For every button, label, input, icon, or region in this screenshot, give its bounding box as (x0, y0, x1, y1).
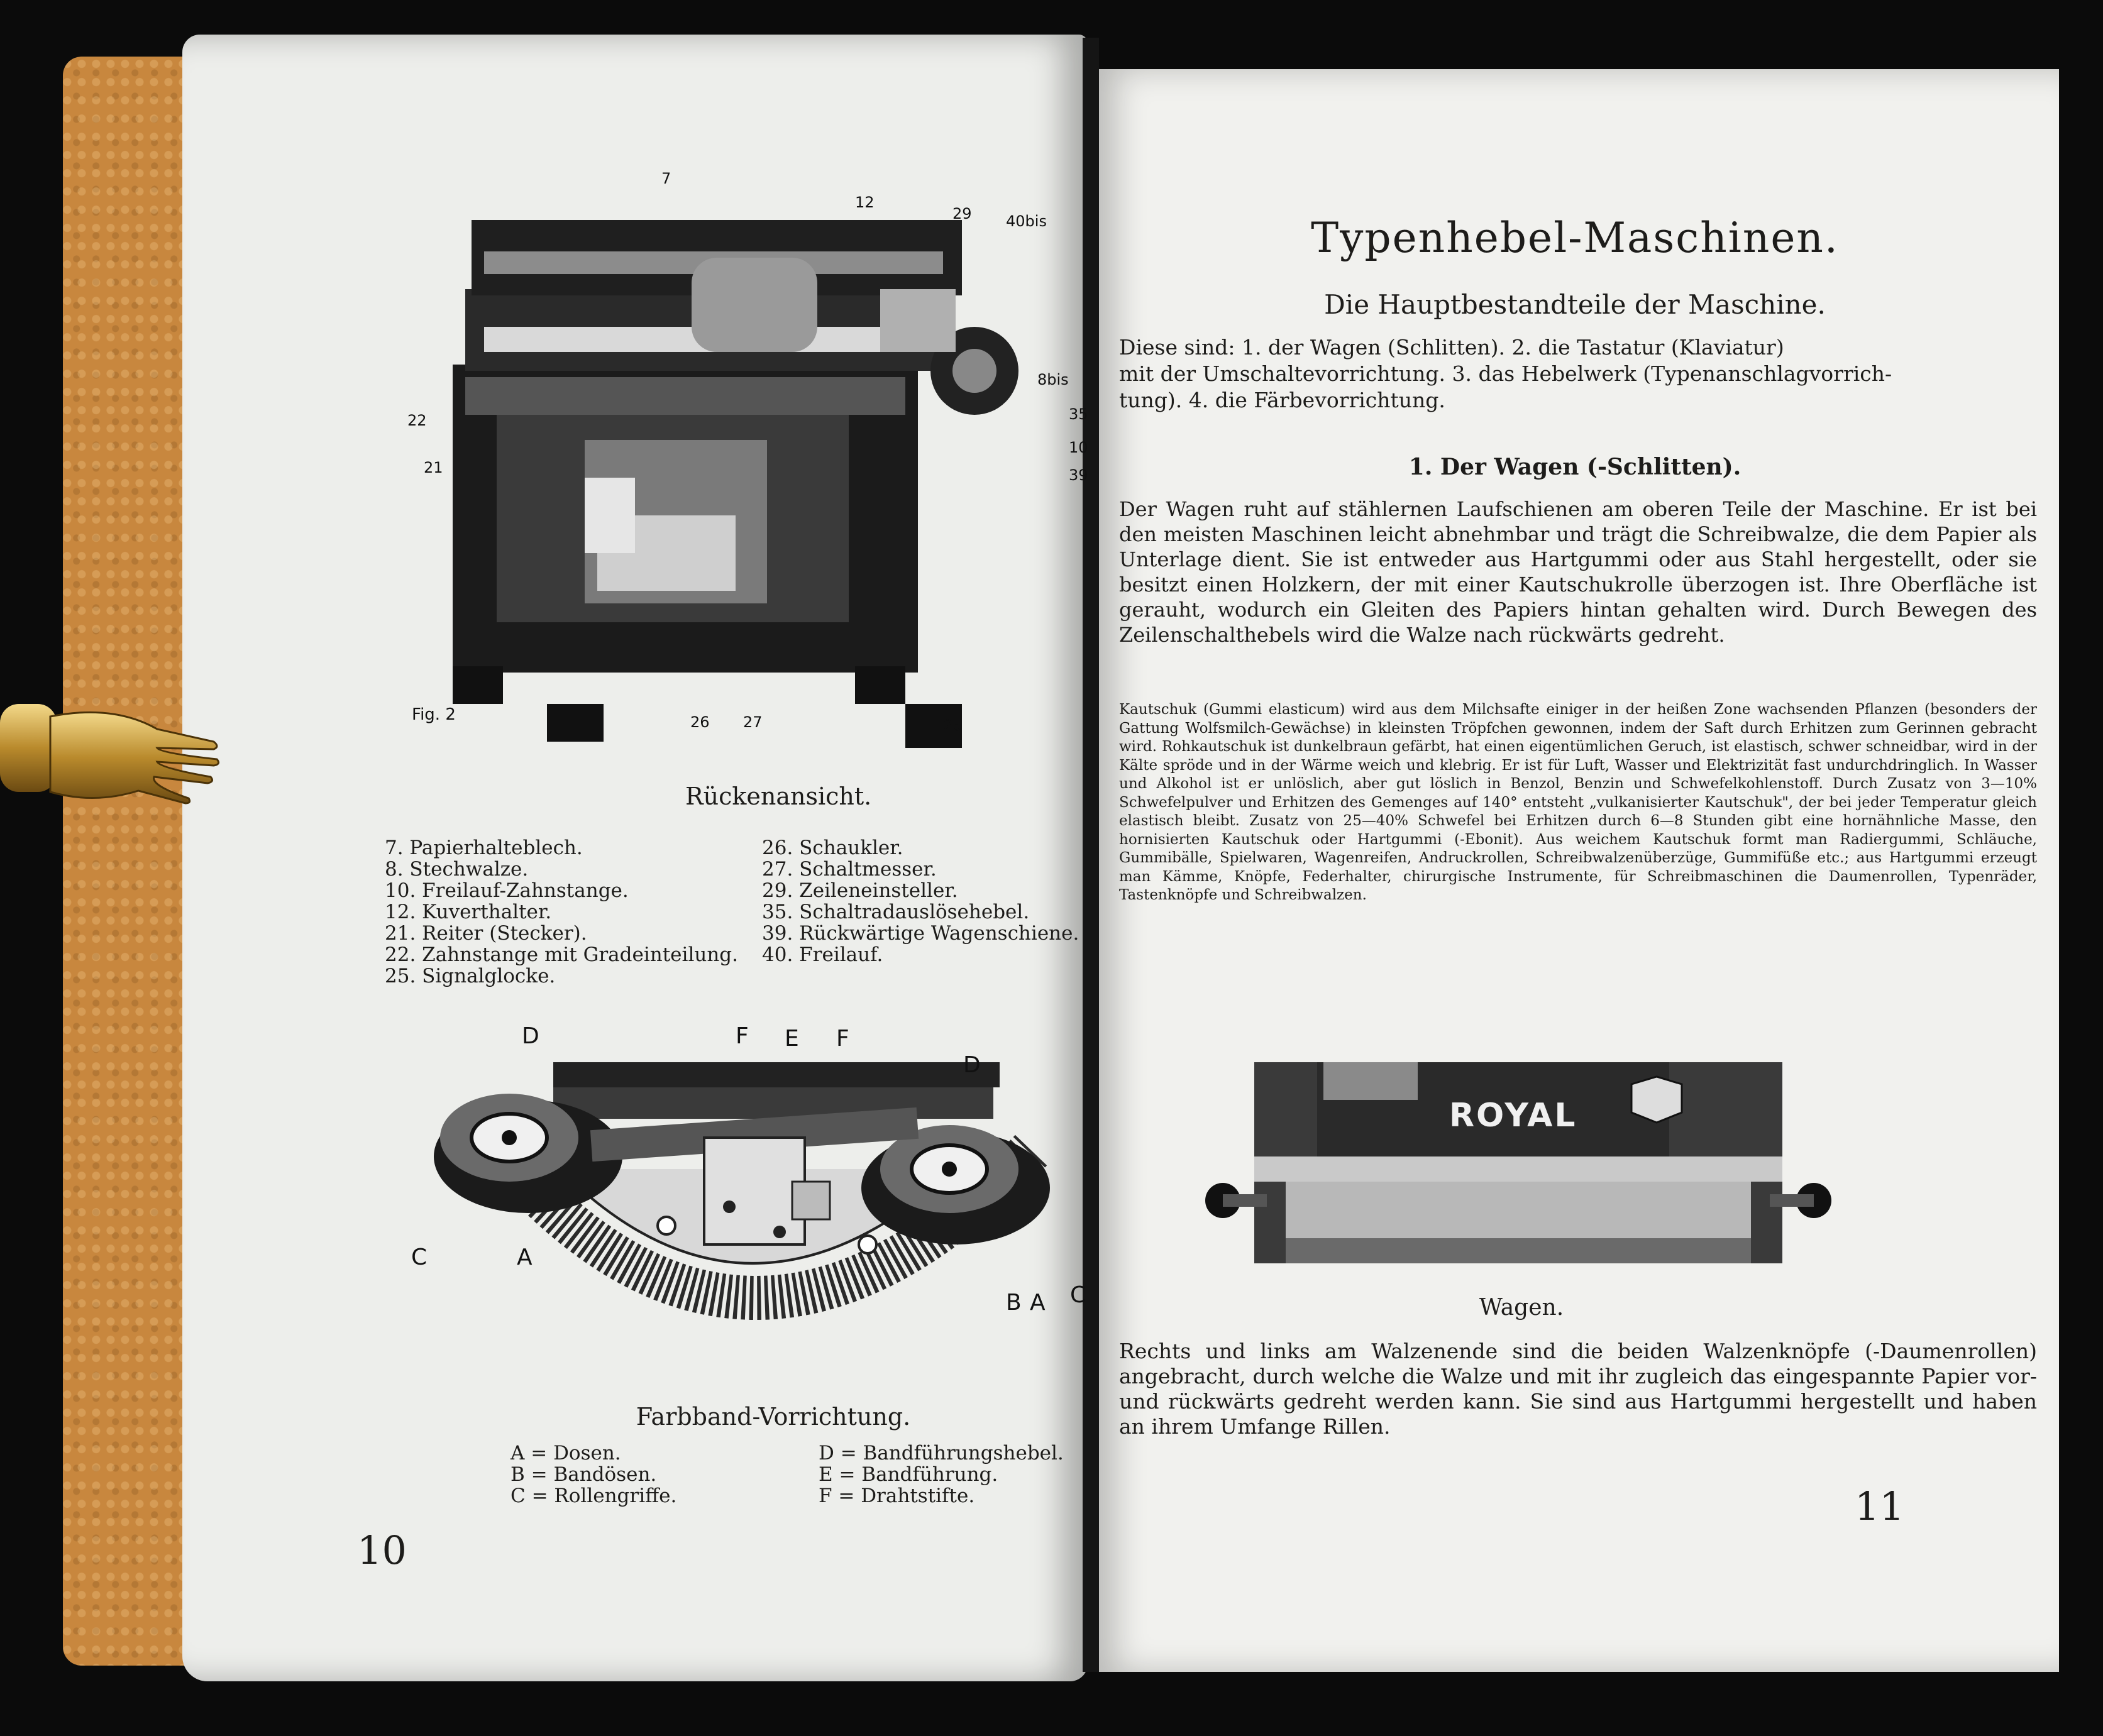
fig2-label: Fig. 2 (412, 705, 456, 724)
ribbon-callout-A-left: A (517, 1244, 533, 1270)
legend-item: 10. Freilauf-Zahnstange. (385, 879, 629, 902)
fig2-callout-7: 7 (661, 170, 671, 187)
ribbon-callout-D-right: D (963, 1052, 981, 1078)
wagen-paragraph: Der Wagen ruht auf stählernen Laufschienen am oberen Teile der Maschine. Er ist bei den meisten Maschinen leicht abnehmbar und trägt die Schreibwalze, die dem Papier als Unterlage dient. Sie ist entweder aus Hartgummi oder aus Stahl hergestellt, oder sie besitzt einen Holzkern, der mit einer Kautschukrolle überzogen ist. Ihre Oberfläche ist gerauht, wodurch ein Gleiten des Papiers hintan gehalten wird. Durch Bewegen des Zeilenschalthebels wird die Walze nach rückwärts gedreht. (1119, 497, 2037, 647)
fig2-callout-39: 39 (1069, 466, 1088, 484)
page-number-left: 10 (357, 1527, 407, 1573)
fig2-callout-21: 21 (424, 459, 443, 476)
ribbon-callout-B: B (1006, 1290, 1022, 1316)
closing-paragraph: Rechts und links am Walzenende sind die beiden Walzenknöpfe (-Daumenrollen) angebracht, durch welche die Walze und mit ihr zugleich das eingespannte Papier vor- und rückwärts gedreht werden kann. Sie sind aus Hartgummi hergestellt und haben an ihrem Umfange Rillen. (1119, 1339, 2037, 1439)
legend-item: 25. Signalglocke. (385, 965, 556, 987)
fig2-legend-left (385, 837, 738, 987)
fig2-callout-40bis: 40bis (1006, 212, 1047, 230)
ribbon-callout-A-right: A (1030, 1290, 1046, 1316)
fig2-callout-29: 29 (952, 205, 972, 222)
fig2-callout-10: 10 (1069, 439, 1088, 456)
fig2-callout-35: 35 (1069, 405, 1088, 423)
legend-item: 27. Schaltmesser. (762, 858, 937, 881)
carriage-photo-brand: ROYAL (1449, 1097, 1577, 1134)
legend-item: 12. Kuverthalter. (385, 901, 552, 923)
ribbon-callout-C-right: C (1070, 1282, 1086, 1308)
typewriter-rear-view-figure (377, 163, 1094, 761)
intro-paragraph (1119, 334, 2037, 414)
section-heading-wagen: 1. Der Wagen (-Schlitten). (1408, 454, 1741, 480)
ribbon-callout-F-left: F (736, 1023, 749, 1049)
fig2-callout-12: 12 (855, 194, 875, 211)
ribbon-callout-E: E (785, 1026, 799, 1052)
legend-item: 22. Zahnstange mit Gradeinteilung. (385, 943, 738, 966)
legend-item: 39. Rückwärtige Wagenschiene. (762, 922, 1079, 945)
legend-item: F = Drahtstifte. (819, 1485, 975, 1507)
page-number-right: 11 (1855, 1483, 1904, 1529)
legend-item: E = Bandführung. (819, 1463, 998, 1486)
brass-hand-clip-icon (0, 679, 220, 823)
fig2-caption: Rückenansicht. (685, 783, 872, 810)
fig2-callout-27: 27 (743, 713, 763, 731)
ribbon-callout-D-left: D (522, 1023, 539, 1049)
ribbon-callout-C-left: C (411, 1244, 428, 1270)
kautschuk-paragraph: Kautschuk (Gummi elasticum) wird aus dem Milchsafte einiger in der heißen Zone wachsenden Pflanzen (besonders der Gattung Wolfsmilch-Gewächse) in kleinsten Tröpfchen gewonnen, indem der Saft durch Erhitzen zum Gerinnen gebracht wird. Rohkautschuk ist dunkelbraun gefärbt, hat einen eigentümlichen Geruch, ist elastisch, schwer schneidbar, wird in der Kälte spröde und in der Wärme weich und klebrig. Er ist für Luft, Wasser und Elektrizität fast undurchdringlich. In Wasser und Alkohol ist er unlöslich, aber gut löslich in Benzol, Benzin und Schwefelkohlenstoff. Durch Zusatz von 3—10% Schwefelpulver und Erhitzen des Gemenges auf 140° entsteht „vulkanisierter Kautschuk", der bei jeder Temperatur gleich elastisch bleibt. Zusatz von 25—40% Schwefel bei Erhitzen durch 6—8 Stunden gibt eine hornähnliche Masse, den hornisierten Kautschuk oder Hartgummi (-Ebonit). Aus weichem Kautschuk formt man Radiergummi, Schläuche, Gummibälle, Spielwaren, Wagenreifen, Andruckrollen, Schreibwalzenüberzüge, Gummifüße etc.; aus Hartgummi erzeugt man Kämme, Knöpfe, Federhalter, chirurgische Instrumente, für Schreibmaschinen die Daumenrollen, Typenräder, Tastenknöpfe und Schreibwalzen. (1119, 701, 2037, 903)
legend-item: 7. Papierhalteblech. (385, 837, 583, 859)
fig2-callout-22: 22 (407, 412, 427, 429)
legend-item: 26. Schaukler. (762, 837, 903, 859)
legend-item: 8. Stechwalze. (385, 858, 529, 881)
ribbon-callout-F-right: F (836, 1026, 849, 1052)
fig2-callout-25: 25 (943, 717, 963, 734)
ribbon-mechanism-figure (402, 1043, 1094, 1339)
legend-item: 29. Zeileneinsteller. (762, 879, 958, 902)
ribbon-caption: Farbband-Vorrichtung. (636, 1403, 911, 1431)
legend-item: 35. Schaltradauslösehebel. (762, 901, 1030, 923)
fig2-legend-right (762, 837, 1079, 965)
intro-line: tung). 4. die Färbevorrichtung. (1119, 388, 1445, 412)
ribbon-legend-right (819, 1442, 1064, 1507)
page-subtitle: Die Hauptbestandteile der Maschine. (1324, 289, 1826, 320)
legend-item: D = Bandführungshebel. (819, 1442, 1064, 1464)
legend-item: 40. Freilauf. (762, 943, 883, 966)
carriage-photo (1204, 1037, 1833, 1285)
legend-item: 21. Reiter (Stecker). (385, 922, 587, 945)
intro-line: mit der Umschaltevorrichtung. 3. das Hebelwerk (Typenanschlagvorrich- (1119, 361, 1892, 386)
intro-line: Diese sind: 1. der Wagen (Schlitten). 2. die Tastatur (Klaviatur) (1119, 335, 1784, 360)
legend-item: C = Rollengriffe. (511, 1485, 677, 1507)
carriage-photo-caption: Wagen. (1479, 1295, 1564, 1321)
fig2-callout-8bis: 8bis (1037, 371, 1069, 388)
ribbon-legend-left (511, 1442, 676, 1507)
book-cover-spine (63, 57, 201, 1666)
legend-item: A = Dosen. (511, 1442, 621, 1464)
legend-item: B = Bandösen. (511, 1463, 657, 1486)
page-title: Typenhebel-Maschinen. (1311, 214, 1839, 262)
fig2-callout-26: 26 (690, 713, 710, 731)
